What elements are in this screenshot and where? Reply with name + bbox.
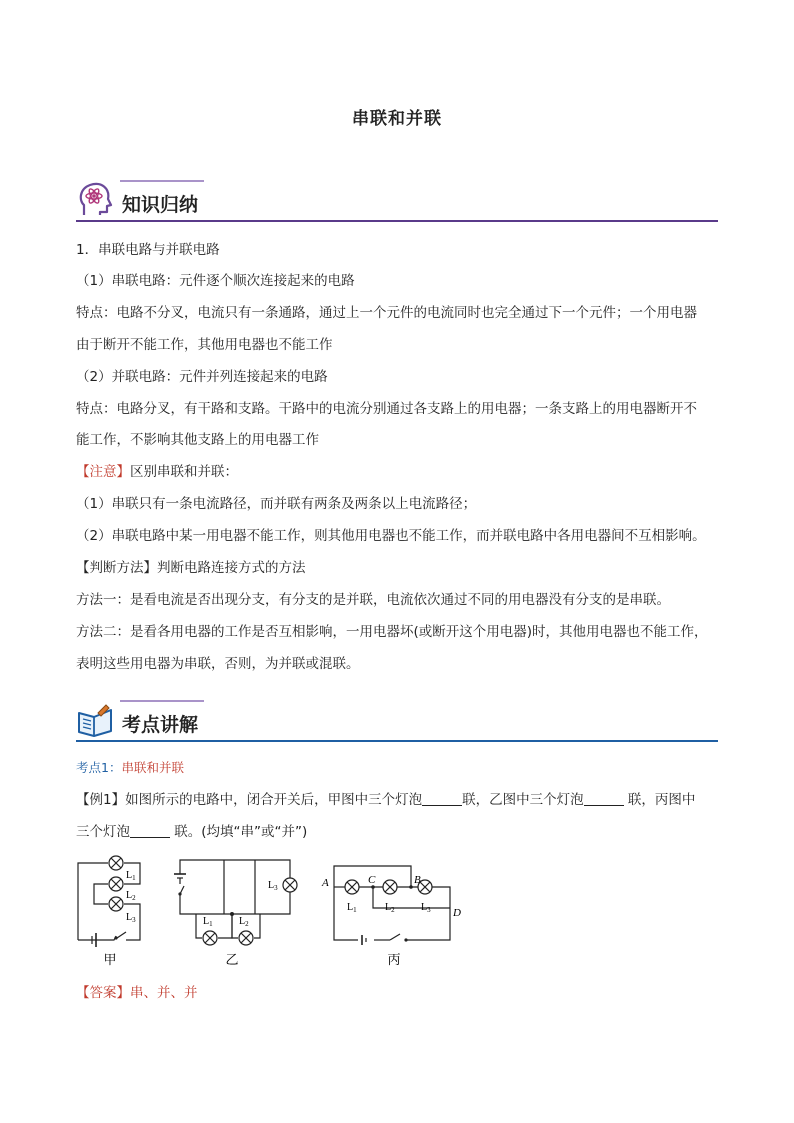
kaodian-label: 考点1：: [76, 760, 122, 775]
example-text: 三个灯泡: [76, 824, 130, 840]
example-text: 联。(均填“串”或“并”): [170, 824, 308, 840]
label-L2: $L_2$: [239, 916, 249, 928]
example-text: 联，丙图中: [623, 792, 696, 808]
paragraph: 特点：电路分叉，有干路和支路。干路中的电流分别通过各支路上的用电器；一条支路上的用电器断开不: [76, 401, 697, 417]
section-rule: [76, 740, 718, 742]
section-label: 考点讲解: [122, 714, 199, 736]
paragraph-heading: 1．串联电路与并联电路: [76, 242, 220, 258]
node-A: A: [322, 877, 329, 889]
answer-blank-2: [584, 791, 624, 806]
method-text: 判断电路连接方式的方法: [157, 560, 306, 576]
node-C: C: [368, 874, 376, 886]
section-label: 知识归纳: [122, 194, 199, 216]
paragraph: 能工作，不影响其他支路上的用电器工作: [76, 432, 319, 448]
section-header-knowledge: [76, 180, 718, 222]
paragraph: （2）并联电路：元件并列连接起来的电路: [76, 369, 328, 385]
section-rule: [76, 220, 718, 222]
paragraph: 特点：电路不分叉，电流只有一条通路，通过上一个元件的电流同时也完全通过下一个元件；一个用电器: [76, 305, 697, 321]
lamp-L2: [109, 877, 123, 891]
label-L1: $L_1$: [347, 902, 357, 914]
kaodian-line: [76, 758, 718, 778]
header-accent-line: [120, 700, 204, 702]
answer-text: 串、并、并: [130, 985, 198, 1001]
node-D: D: [453, 907, 461, 919]
paragraph: 表明这些用电器为串联，否则，为并联或混联。: [76, 656, 360, 672]
note-line: [76, 462, 718, 482]
label-L2: $L_2$: [385, 902, 395, 914]
lamp-L3: [283, 878, 297, 892]
note-tag: 【注意】: [76, 464, 130, 480]
caption-yi: 乙: [225, 952, 239, 967]
page-title: 串联和并联: [352, 109, 442, 129]
answer-blank-3: [130, 823, 170, 838]
lamp-L2: [239, 931, 253, 945]
label-L2: $L_2$: [126, 890, 136, 902]
example-line-2: [76, 822, 718, 842]
label-L1: $L_1$: [126, 870, 136, 882]
caption-jia: 甲: [103, 952, 117, 967]
answer-tag: 【答案】: [76, 985, 130, 1001]
example-text: 【例1】如图所示的电路中，闭合开关后，甲图中三个灯泡: [76, 792, 423, 808]
lamp-L2: [383, 880, 397, 894]
label-L1: $L_1$: [203, 916, 213, 928]
answer-blank-1: [422, 791, 462, 806]
paragraph: 方法一：是看电流是否出现分支，有分支的是并联，电流依次通过不同的用电器没有分支的是串联。: [76, 592, 670, 608]
head-atom-icon: [76, 181, 114, 219]
header-accent-line: [120, 180, 204, 182]
paragraph: 方法二：是看各用电器的工作是否互相影响，一用电器坏(或断开这个用电器)时，其他用电器也不能工作，: [76, 624, 708, 640]
open-book-icon: [76, 701, 114, 739]
label-L3: $L_3$: [268, 880, 278, 892]
note-text: 区别串联和并联：: [130, 464, 238, 480]
method-line: [76, 558, 718, 578]
lamp-L1: [109, 856, 123, 870]
circuit-diagram-jia: [70, 852, 150, 970]
paragraph: （2）串联电路中某一用电器不能工作，则其他用电器也不能工作，而并联电路中各用电器间不互相影响。: [76, 528, 706, 544]
paragraph: （1）串联电路：元件逐个顺次连接起来的电路: [76, 273, 355, 289]
label-L3: $L_3$: [421, 902, 431, 914]
lamp-L3: [109, 897, 123, 911]
kaodian-title: 串联和并联: [121, 760, 184, 775]
circuit-diagram-yi: [170, 852, 300, 970]
lamp-L1: [203, 931, 217, 945]
lamp-L1: [345, 880, 359, 894]
answer-line: [76, 983, 718, 1003]
example-text: 联，乙图中三个灯泡: [462, 792, 584, 808]
paragraph: 由于断开不能工作，其他用电器也不能工作: [76, 337, 333, 353]
label-L3: $L_3$: [126, 912, 136, 924]
node-B: B: [414, 874, 421, 886]
circuit-diagram-bing: [318, 852, 468, 970]
caption-bing: 丙: [387, 952, 401, 967]
paragraph: （1）串联只有一条电流路径，而并联有两条及两条以上电流路径；: [76, 496, 477, 512]
example-line-1: [76, 790, 718, 810]
section-header-explanation: [76, 700, 718, 742]
method-tag: 【判断方法】: [76, 560, 157, 576]
